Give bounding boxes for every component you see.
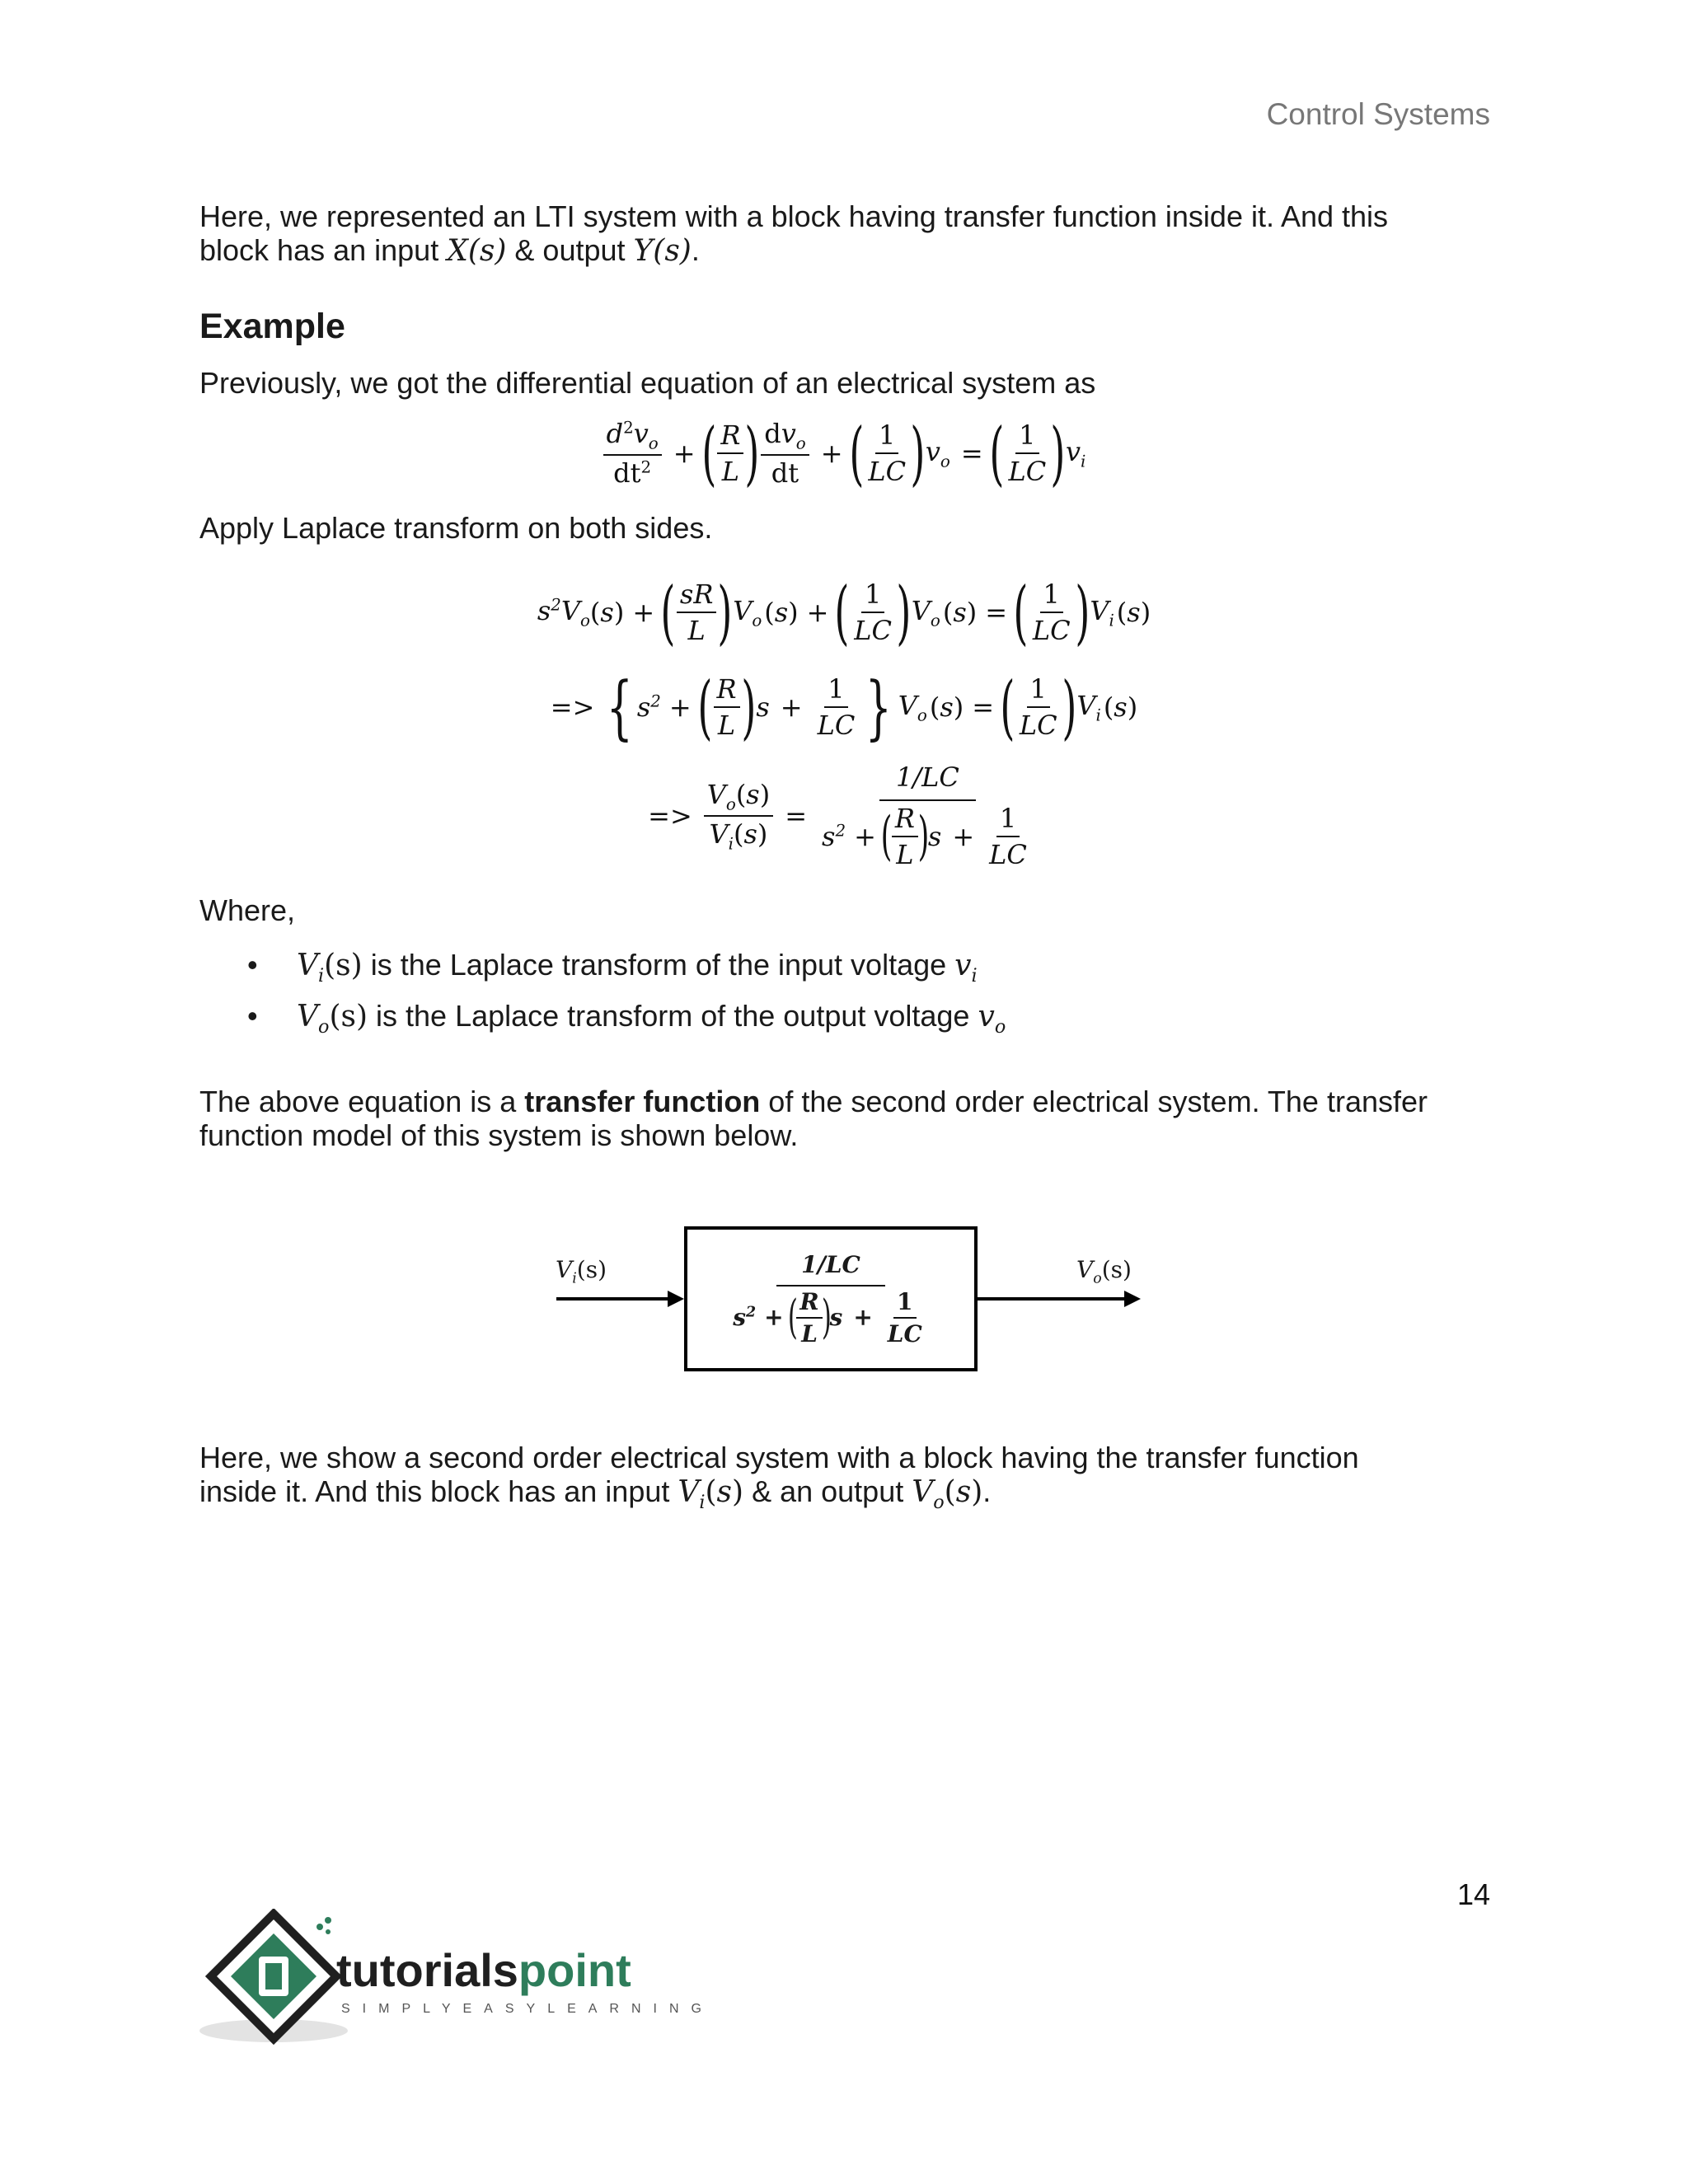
bullet-text: is the Laplace transform of the input voltage [362, 948, 955, 982]
closing-line-2c: . [982, 1474, 992, 1508]
output-label-symbol: V [1076, 1256, 1094, 1283]
frac-den: LC [1032, 615, 1071, 646]
frac-den: LC [854, 615, 892, 646]
transfer-function-block: 1/LC $s^2$ + ( $\frac{R}{L}$ ) s + $\frac{1}{LC}$ [684, 1226, 978, 1371]
bullet-symbol: V [297, 1000, 318, 1033]
bullet-var: v [978, 1000, 995, 1033]
frac-num: 1 [1015, 419, 1039, 454]
output-label-sub: o [1093, 1270, 1102, 1287]
summary-post: of the second order electrical system. The transfer [760, 1085, 1428, 1118]
output-symbol: Y(s) [633, 234, 692, 268]
bullet-arg: (s) [329, 1000, 368, 1033]
bullet-symbol-sub: i [318, 965, 325, 987]
transfer-function-term: transfer function [524, 1085, 761, 1118]
frac-num: 1 [1027, 673, 1050, 708]
summary-pre: The above equation is a [199, 1085, 525, 1118]
factored-equation: => { $s^2$ + ( $\frac{R}{L}$ ) s + $\frac{1}{LC}$ } $V_o$ ( s ) = ( $\frac{1}{LC}$ ) $V_i$ ( s ) [550, 667, 1138, 748]
running-header: Control Systems [1266, 97, 1490, 131]
example-lead: Previously, we got the differential equation of an electrical system as [199, 366, 1096, 400]
implies-symbol: => [550, 691, 595, 723]
frac-num: 1 [824, 673, 847, 708]
laplace-equation: $s^2V_o$ ( s ) + ( $\frac{sR}{L}$ ) $V_o$ ( s ) + ( $\frac{1}{LC}$ ) $V_o$ ( s ) = ( $\frac{1}{LC}$ ) $V_i$ ( s ) [537, 572, 1151, 653]
bullet-icon: • [247, 948, 258, 982]
intro-line-1: Here, we represented an LTI system with a block having transfer function inside it. And this [199, 199, 1389, 233]
tutorialspoint-logo [198, 1909, 725, 2049]
frac-num: 1 [996, 803, 1020, 837]
frac-num: 1 [1040, 579, 1063, 613]
summary-paragraph [199, 1085, 1490, 1152]
bullet-var-sub: o [994, 1016, 1006, 1038]
summary-line-2: function model of this system is shown below. [199, 1118, 799, 1152]
frac-den: LC [1019, 710, 1057, 741]
intro-line-2c: . [691, 233, 700, 267]
block-numerator: 1/LC [776, 1251, 885, 1286]
output-arrowhead [1124, 1291, 1141, 1307]
frac-den: LC [1008, 456, 1047, 487]
input-label-arg: (s) [576, 1256, 607, 1283]
bullet-var: v [954, 949, 972, 982]
apply-text: Apply Laplace transform on both sides. [199, 511, 713, 545]
output-label [1076, 1256, 1132, 1287]
input-arrowhead [668, 1291, 684, 1307]
input-label-symbol: V [556, 1256, 573, 1283]
svg-text:SIMPLYEASYLEARNING: SIMPLYEASYLEARNING [341, 2002, 714, 2016]
svg-text:tutorialspoint: tutorialspoint [336, 1944, 631, 1996]
closing-line-2b: & an output [743, 1474, 912, 1508]
frac-den: LC [887, 1319, 922, 1347]
bullet-symbol-sub: o [318, 1016, 330, 1038]
output-label-arg: (s) [1101, 1256, 1132, 1283]
frac-den: LC [989, 839, 1027, 870]
frac-num: 1 [893, 1288, 916, 1319]
input-symbol: X(s) [447, 234, 507, 268]
where-label: Where, [199, 893, 296, 927]
differential-equation: $\frac{d^2v_o}{dt^2}$ + ( $\frac{R}{L}$ ) $\frac{dv_o}{dt}$ + ( $\frac{1}{LC}$ ) $v_o$ = ( $\frac{1}{LC}$ ) $v_i$ [0, 416, 1688, 490]
frac-num: 1 [875, 419, 898, 454]
tf-numerator: 1/LC [879, 762, 976, 801]
closing-paragraph: Here, we show a second order electrical system with a block having the transfer function inside it. And this block has an input $V_i(s)$ & an output $V_o(s)$. [199, 1441, 1359, 1514]
bullet-text: is the Laplace transform of the output voltage [368, 999, 978, 1033]
bullet-list [247, 948, 1401, 1038]
input-label-sub: i [572, 1270, 577, 1287]
logo-graphic [198, 1909, 725, 2049]
frac-den: LC [817, 710, 856, 741]
implies-symbol: => [648, 800, 692, 832]
bullet-arg: (s) [324, 949, 363, 982]
intro-paragraph [199, 199, 1490, 268]
closing-line-2a: inside it. And this block has an input [199, 1474, 678, 1508]
intro-line-2a: block has an input [199, 233, 448, 267]
closing-line-1: Here, we show a second order electrical system with a block having the transfer function [199, 1441, 1359, 1474]
block-diagram [544, 1220, 1154, 1385]
frac-den: LC [868, 456, 907, 487]
intro-line-2b: & output [506, 233, 634, 267]
example-heading: Example [199, 307, 345, 346]
bullet-icon: • [247, 999, 258, 1033]
bullet-symbol: V [297, 949, 318, 982]
page-number: 14 [1456, 1877, 1490, 1911]
bullet-var-sub: i [971, 965, 978, 987]
frac-num: 1 [861, 579, 884, 613]
transfer-function-equation: => $\frac{V_o(s)}{V_i(s)}$ = 1/LC $s^2$ + ( $\frac{R}{L}$ ) s + $\frac{1}{LC}$ [0, 762, 1688, 869]
